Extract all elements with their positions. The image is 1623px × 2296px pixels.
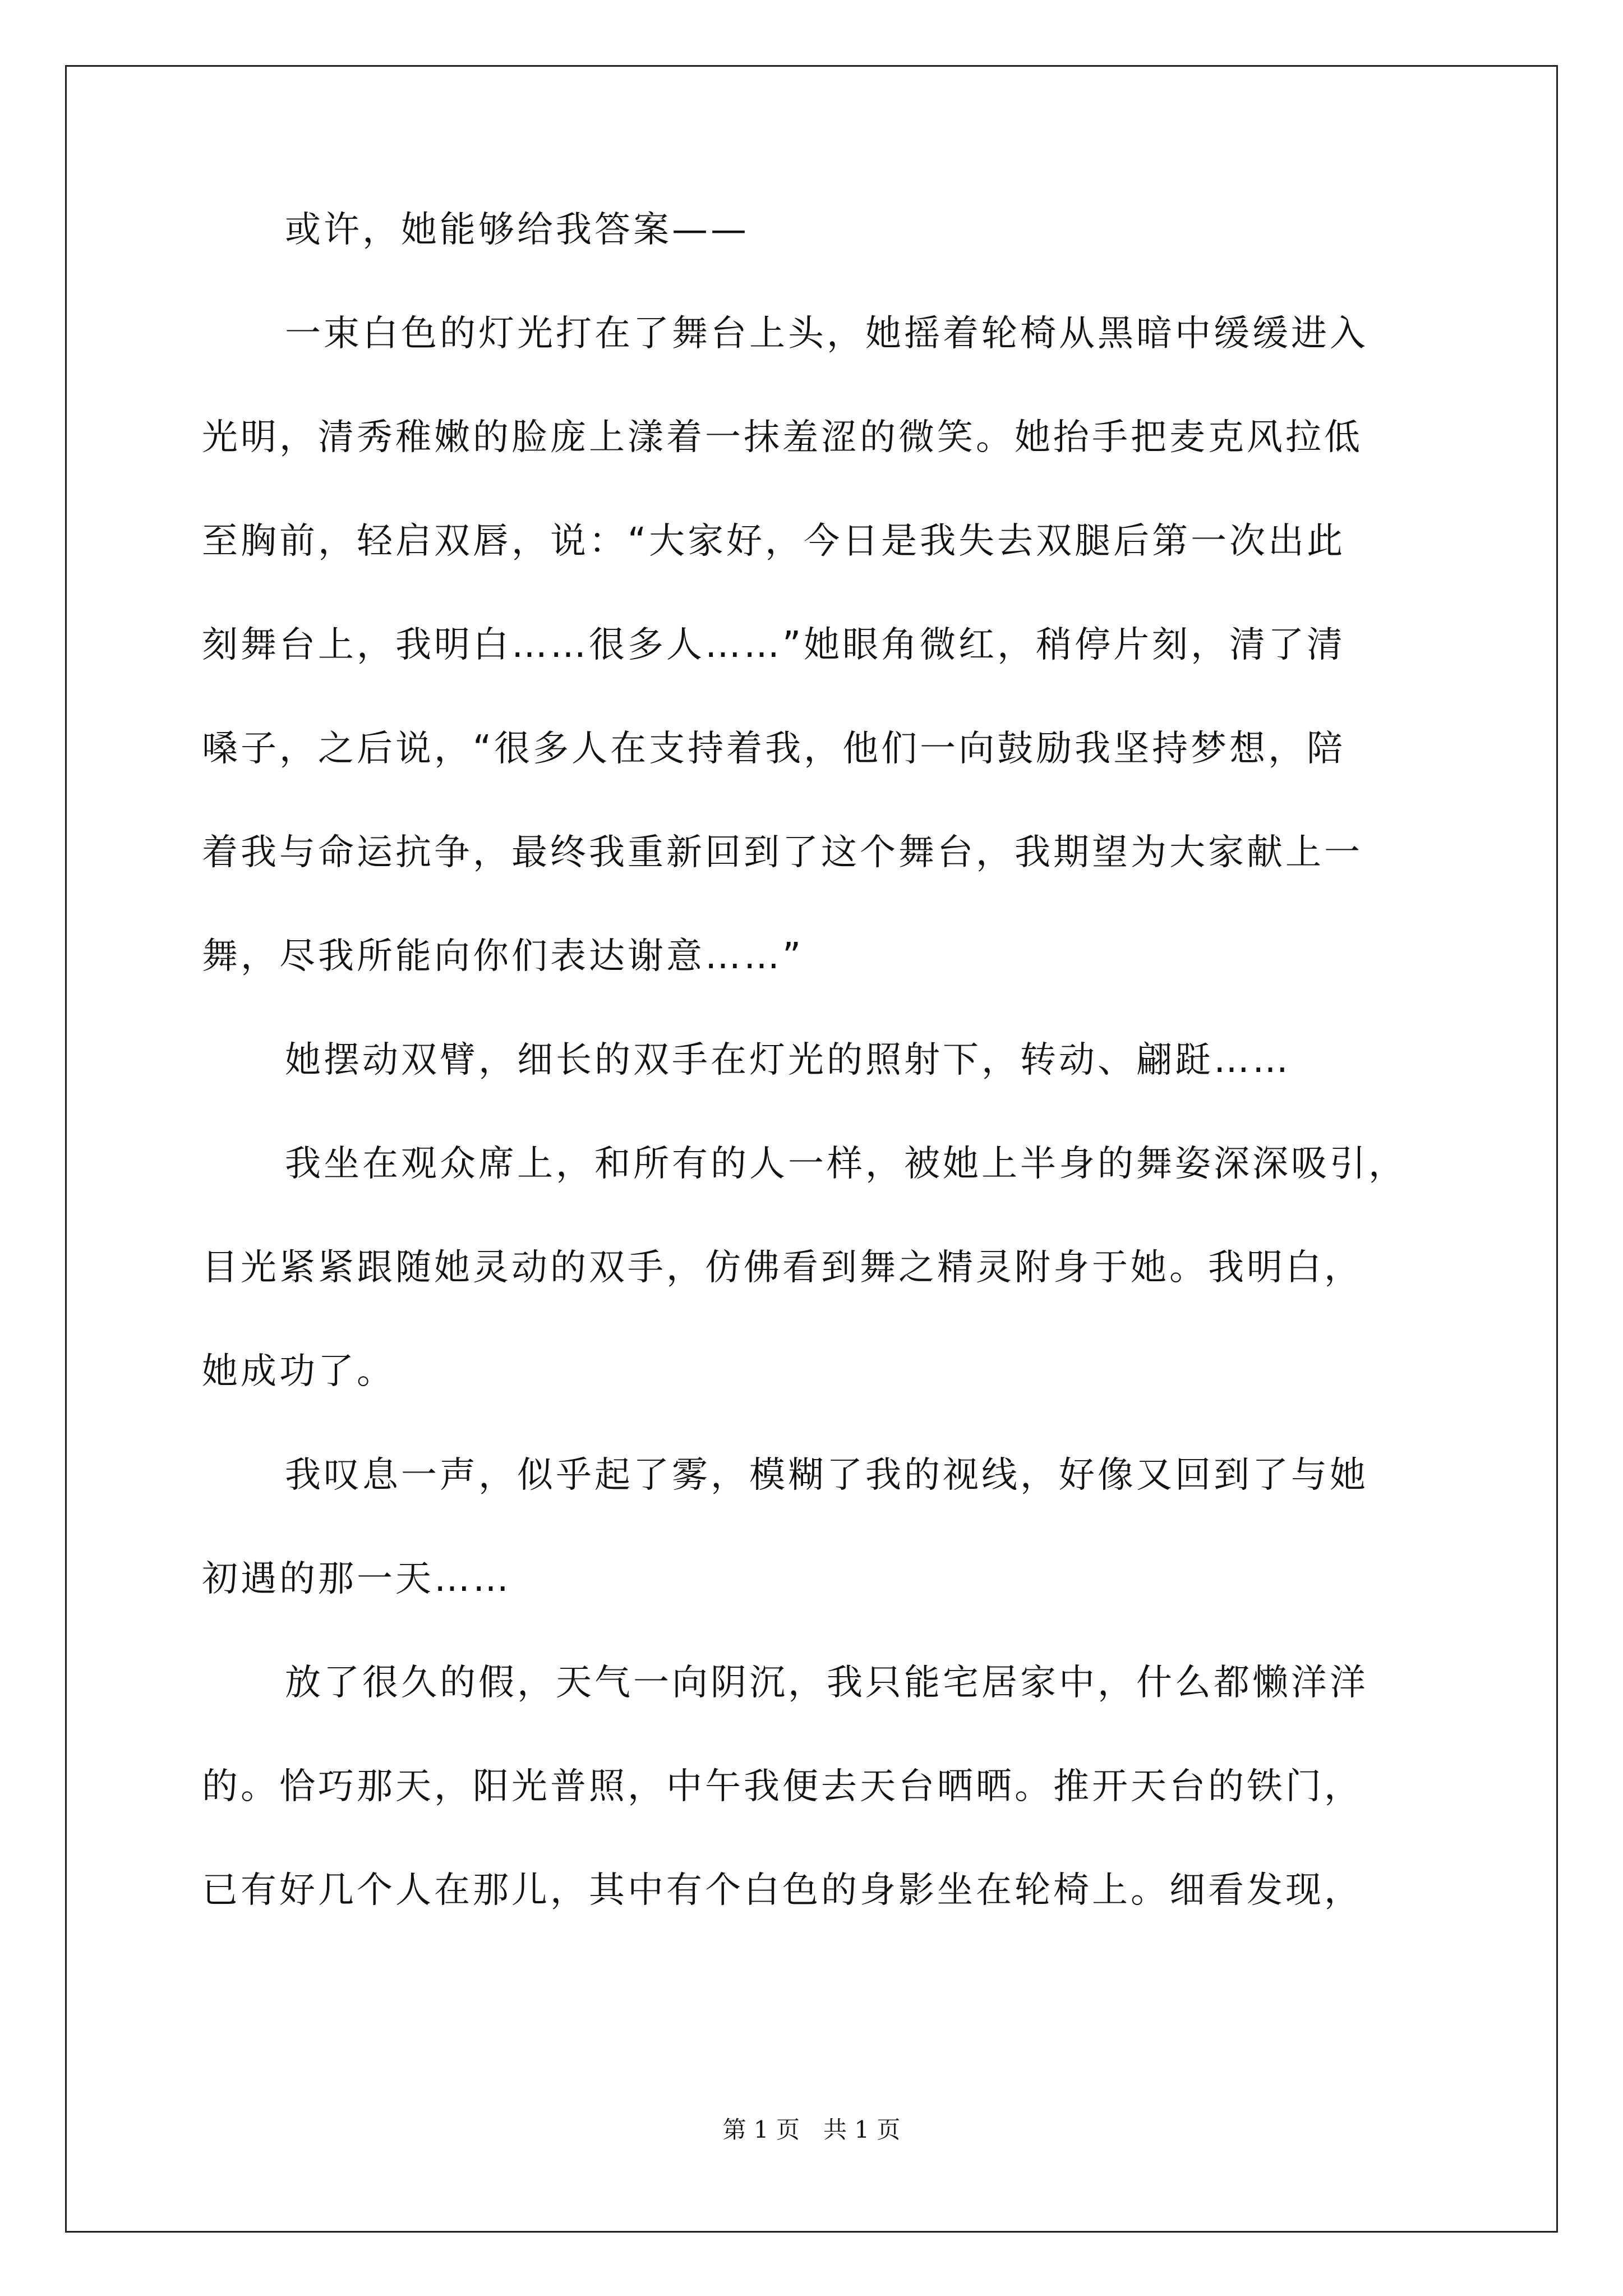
paragraph-line: 初遇的那一天…… [202,1558,511,1600]
paragraph-line: 着我与命运抗争，最终我重新回到了这个舞台，我期望为大家献上一 [202,832,1363,873]
paragraph-line: 的。恰巧那天，阳光普照，中午我便去天台晒晒。推开天台的铁门， [202,1766,1363,1807]
paragraph-line: 一束白色的灯光打在了舞台上头，她摇着轮椅从黑暗中缓缓进入 [285,313,1368,355]
paragraph-line: 光明，清秀稚嫩的脸庞上漾着一抹羞涩的微笑。她抬手把麦克风拉低 [202,417,1363,458]
paragraph-line: 已有好几个人在那儿，其中有个白色的身影坐在轮椅上。细看发现， [202,1870,1363,1911]
paragraph-line: 放了很久的假，天气一向阴沉，我只能宅居家中，什么都懒洋洋 [285,1662,1368,1704]
paragraph-line: 她摆动双臂，细长的双手在灯光的照射下，转动、翩跹…… [285,1039,1291,1081]
paragraph-line: 舞，尽我所能向你们表达谢意……” [202,936,804,977]
paragraph-line: 刻舞台上，我明白……很多人……”她眼角微红，稍停片刻，清了清 [202,624,1346,666]
page-number-footer: 第 1 页 共 1 页 [722,2116,901,2143]
paragraph-line: 嗓子，之后说，“很多人在支持着我，他们一向鼓励我坚持梦想，陪 [202,728,1346,770]
paragraph-line: 或许，她能够给我答案—— [285,209,749,251]
paragraph-line: 我叹息一声，似乎起了雾，模糊了我的视线，好像又回到了与她 [285,1455,1368,1496]
paragraph-line: 我坐在观众席上，和所有的人一样，被她上半身的舞姿深深吸引， [285,1143,1407,1185]
paragraph-line: 她成功了。 [202,1351,395,1392]
paragraph-line: 至胸前，轻启双唇，说：“大家好，今日是我失去双腿后第一次出此 [202,521,1346,562]
paragraph-line: 目光紧紧跟随她灵动的双手，仿佛看到舞之精灵附身于她。我明白， [202,1247,1363,1289]
